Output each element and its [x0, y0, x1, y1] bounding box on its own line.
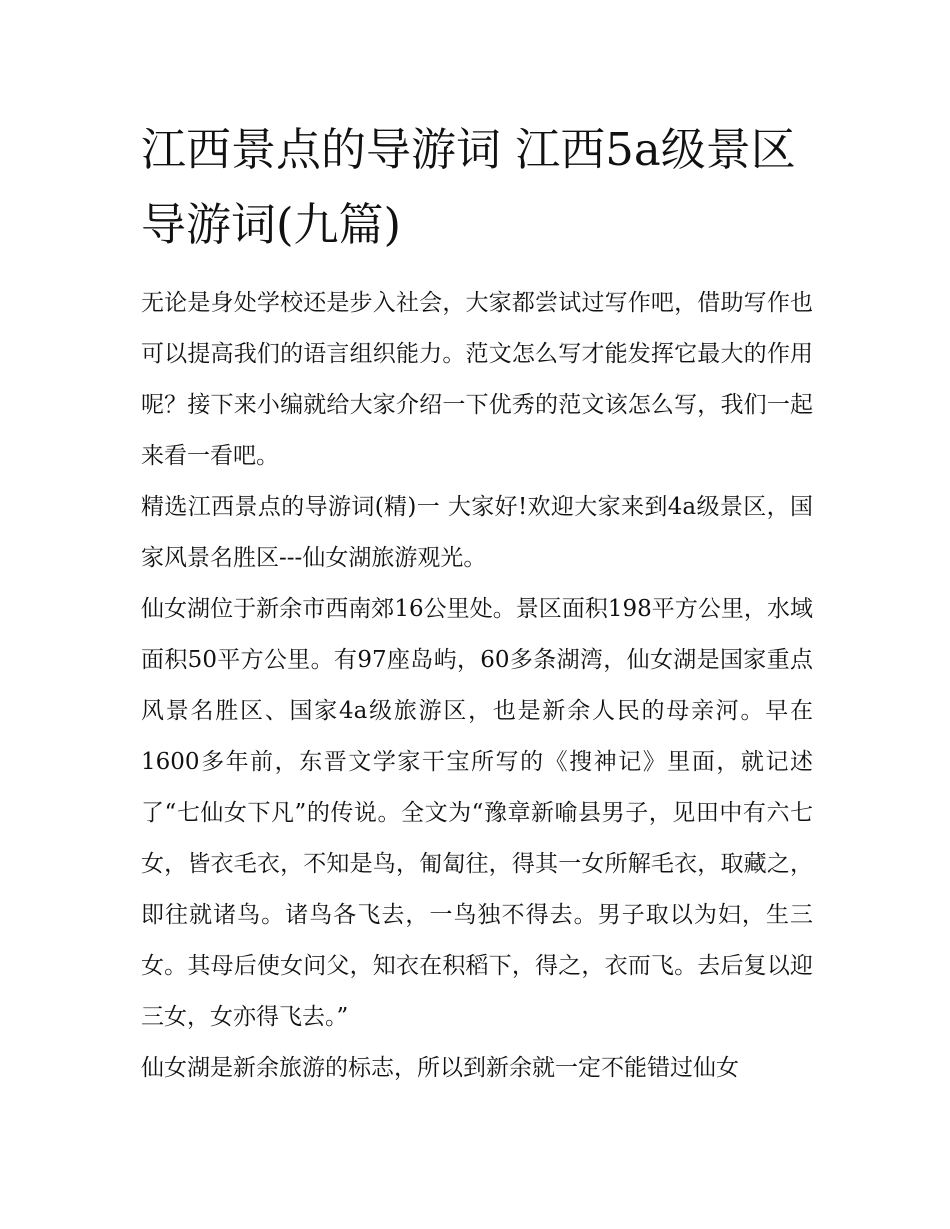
paragraph-lake-description: 仙女湖位于新余市西南郊16公里处。景区面积198平方公里，水域面积50平方公里。有97座岛屿，60多条湖湾，仙女湖是国家重点风景名胜区、国家4a级旅游区，也是新余人民的母亲河。早在1600多年前，东晋文学家干宝所写的《搜神记》里面，就记述了“七仙女下凡”的传说。全文为“豫章新喻县男子，见田中有六七女，皆衣毛衣，不知是鸟，匍匐往，得其一女所解毛衣，取藏之，即往就诸鸟。诸鸟各飞去，一鸟独不得去。男子取以为妇，生三女。其母后使女问父，知衣在积稻下，得之，衣而飞。去后复以迎三女，女亦得飞去。” [141, 596, 813, 1030]
paragraph-intro: 无论是身处学校还是步入社会，大家都尝试过写作吧，借助写作也可以提高我们的语言组织能力。范文怎么写才能发挥它最大的作用呢？接下来小编就给大家介绍一下优秀的范文该怎么写，我们一起来看一看吧。 [141, 290, 813, 469]
document-body [141, 112, 813, 1094]
document-title: 江西景点的导游词 江西5a级景区导游词(九篇) [141, 123, 796, 251]
paragraph-greeting: 精选江西景点的导游词(精)一 大家好!欢迎大家来到4a级景区，国家风景名胜区---仙女湖旅游观光。 [141, 494, 813, 571]
paragraph-tourism-symbol: 仙女湖是新余旅游的标志，所以到新余就一定不能错过仙女 [141, 1055, 739, 1081]
